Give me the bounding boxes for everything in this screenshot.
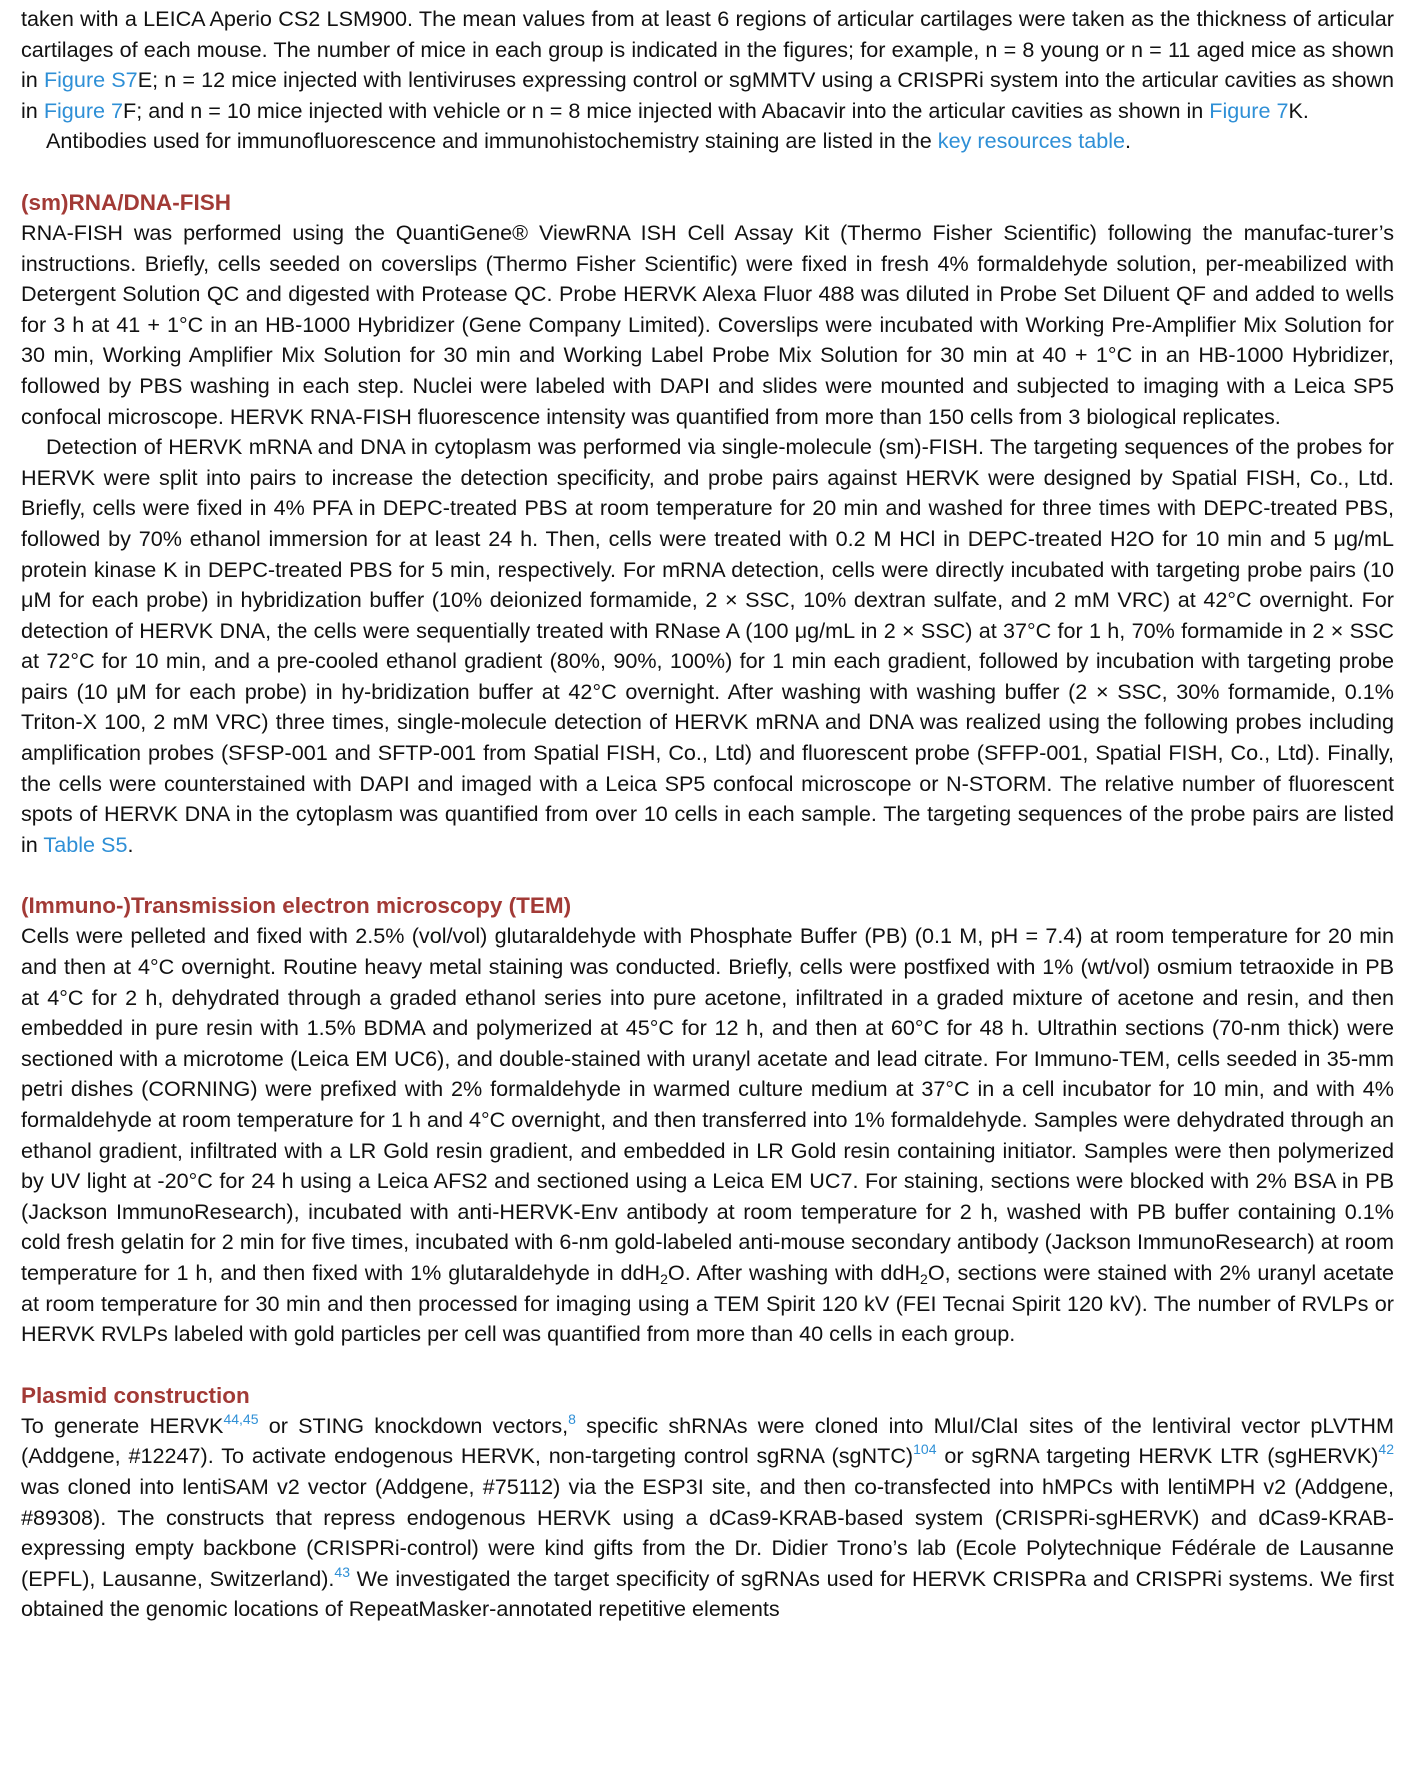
text-run: was cloned into lentiSAM v2 vector (Addgene, #75112) via the ESP3I site, and then co-transfected into hMPCs with lentiMPH v2 (Addgene, #89308). The constructs that repress endogenous HERVK using a dCas9-KRAB-based system (CRISPRi-sgHERVK) and dCas9-KRAB-expressing empty backbone (CRISPRi-control) were kind gifts from the Dr. Didier Trono’s lab (Ecole Polytechnique Fédérale de Lausanne (EPFL), Lausanne, Switzerland). bbox=[21, 1473, 1394, 1591]
body-paragraph bbox=[21, 1411, 1394, 1625]
body-paragraph bbox=[21, 921, 1394, 1349]
text-run: O, sections were stained with 2% uranyl acetate at room temperature for 30 min and then processed for imaging using a TEM Spirit 120 kV (FEI Tecnai Spirit 120 kV). The number of RVLPs or HERVK RVLPs labeled with gold particles per cell was quantified from more than 40 cells in each group. bbox=[21, 1259, 1394, 1347]
body-paragraph bbox=[21, 4, 1394, 126]
body-paragraph bbox=[21, 432, 1394, 860]
text-run: E; n = 12 mice injected with lentiviruses expressing control or sgMMTV using a CRISPRi system into the articular cavities as shown in bbox=[21, 67, 1394, 123]
text-run: . bbox=[1125, 128, 1132, 154]
reference-link[interactable]: 8 bbox=[568, 1410, 576, 1427]
text-run: To generate HERVK bbox=[21, 1412, 224, 1438]
text-run: Antibodies used for immunofluorescence and immunohistochemistry staining are listed in the bbox=[46, 128, 938, 154]
section-gap bbox=[21, 860, 1394, 890]
reference-link[interactable]: 43 bbox=[334, 1563, 350, 1580]
text-run: Cells were pelleted and fixed with 2.5% (vol/vol) glutaraldehyde with Phosphate Buffer (PB) (0.1 M, pH = 7.4) at room temperature for 20 min and then at 4°C overnight. Routine heavy metal staining was conducted. Briefly, cells were postfixed with 1% (wt/vol) osmium tetraoxide in PB at 4°C for 2 h, dehydrated through a graded ethanol series into pure acetone, infiltrated in a graded mixture of acetone and resin, and then embedded in pure resin with 1.5% BDMA and polymerized at 45°C for 12 h, and then at 60°C for 48 h. Ultrathin sections (70-nm thick) were sectioned with a microtome (Leica EM UC6), and double-stained with uranyl acetate and lead citrate. For Immuno-TEM, cells seeded in 35-mm petri dishes (CORNING) were prefixed with 2% formaldehyde in warmed culture medium at 37°C in a cell incubator for 10 min, and with 4% formaldehyde at room temperature for 1 h and 4°C overnight, and then transferred into 1% formaldehyde. Samples were dehydrated through an ethanol gradient, infiltrated with a LR Gold resin gradient, and embedded in LR Gold resin containing initiator. Samples were then polymerized by UV light at -20°C for 24 h using a Leica AFS2 and sectioned using a Leica EM UC7. For staining, sections were blocked with 2% BSA in PB (Jackson ImmunoResearch), incubated with anti-HERVK-Env antibody at room temperature for 2 h, washed with PB buffer containing 0.1% cold fresh gelatin for 2 min for five times, incubated with 6-nm gold-labeled anti-mouse secondary antibody (Jackson ImmunoResearch) at room temperature for 1 h, and then fixed with 1% glutaraldehyde in ddH bbox=[21, 923, 1394, 1285]
body-paragraph bbox=[21, 126, 1394, 157]
table-s5-link[interactable]: Table S5 bbox=[43, 831, 128, 857]
key-resources-table-link[interactable]: key resources table bbox=[937, 128, 1126, 154]
section-gap bbox=[21, 157, 1394, 187]
reference-link[interactable]: 44,45 bbox=[223, 1410, 259, 1427]
section-gap bbox=[21, 1350, 1394, 1380]
text-run: K. bbox=[1288, 97, 1309, 123]
figure-7-link[interactable]: Figure 7 bbox=[1209, 97, 1289, 123]
reference-link[interactable]: 42 bbox=[1378, 1441, 1394, 1458]
text-run: We investigated the target specificity of sgRNAs used for HERVK CRISPRa and CRISPRi systems. We first obtained the genomic locations of RepeatMasker-annotated repetitive elements bbox=[21, 1565, 1394, 1622]
text-run: . bbox=[127, 831, 134, 857]
subscript: 2 bbox=[660, 1270, 668, 1287]
figure-7-link[interactable]: Figure 7 bbox=[43, 97, 124, 123]
text-run: specific shRNAs were cloned into MluI/ClaI sites of the lentiviral vector pLVTHM (Addgene, #12247). To activate endogenous HERVK, non-targeting control sgRNA (sgNTC) bbox=[21, 1412, 1395, 1469]
body-paragraph: RNA-FISH was performed using the QuantiGene® ViewRNA ISH Cell Assay Kit (Thermo Fisher Scientific) following the manufac-turer’s instructions. Briefly, cells seeded on coverslips (Thermo Fisher Scientific) were fixed in fresh 4% formaldehyde solution, per-meabilized with Detergent Solution QC and digested with Protease QC. Probe HERVK Alexa Fluor 488 was diluted in Probe Set Diluent QF and added to wells for 3 h at 41 + 1°C in an HB-1000 Hybridizer (Gene Company Limited). Coverslips were incubated with Working Pre-Amplifier Mix Solution for 30 min, Working Amplifier Mix Solution for 30 min and Working Label Probe Mix Solution for 30 min at 40 + 1°C in an HB-1000 Hybridizer, followed by PBS washing in each step. Nuclei were labeled with DAPI and slides were mounted and subjected to imaging with a Leica SP5 confocal microscope. HERVK RNA-FISH fluorescence intensity was quantified from more than 150 cells from 3 biological replicates. bbox=[21, 219, 1394, 429]
text-run: Detection of HERVK mRNA and DNA in cytoplasm was performed via single-molecule (sm)-FISH. The targeting sequences of the probes for HERVK were split into pairs to increase the detection specificity, and probe pairs against HERVK were designed by Spatial FISH, Co., Ltd. Briefly, cells were fixed in 4% PFA in DEPC-treated PBS at room temperature for 20 min and washed for three times with DEPC-treated PBS, followed by 70% ethanol immersion for at least 24 h. Then, cells were treated with 0.2 M HCl in DEPC-treated H2O for 10 min and 5 μg/mL protein kinase K in DEPC-treated PBS for 5 min, respectively. For mRNA detection, cells were directly incubated with targeting probe pairs (10 μM for each probe) in hybridization buffer (10% deionized formamide, 2 × SSC, 10% dextran sulfate, and 2 mM VRC) at 42°C overnight. For detection of HERVK DNA, the cells were sequentially treated with RNase A (100 μg/mL in 2 × SSC) at 37°C for 1 h, 70% formamide in 2 × SSC at 72°C for 10 min, and a pre-cooled ethanol gradient (80%, 90%, 100%) for 1 min each gradient, followed by incubation with targeting probe pairs (10 μM for each probe) in hy-bridization buffer at 42°C overnight. After washing with washing buffer (2 × SSC, 30% formamide, 0.1% Triton-X 100, 2 mM VRC) three times, single-molecule detection of HERVK mRNA and DNA was realized using the following probes including amplification probes (SFSP-001 and SFTP-001 from Spatial FISH, Co., Ltd) and fluorescent probe (SFFP-001, Spatial FISH, Co., Ltd). Finally, the cells were counterstained with DAPI and imaged with a Leica SP5 confocal microscope or N-STORM. The relative number of fluorescent spots of HERVK DNA in the cytoplasm was quantified from over 10 cells in each sample. The targeting sequences of the probe pairs are listed in bbox=[21, 434, 1394, 857]
section-heading-plasmid: Plasmid construction bbox=[21, 1382, 250, 1408]
section-heading-tem: (Immuno-)Transmission electron microscopy (TEM) bbox=[21, 893, 572, 919]
section-heading-fish: (sm)RNA/DNA-FISH bbox=[21, 189, 231, 215]
subscript: 2 bbox=[920, 1270, 928, 1287]
text-run: O. After washing with ddH bbox=[667, 1259, 921, 1285]
figure-s7-link[interactable]: Figure S7 bbox=[43, 67, 138, 93]
text-run: or sgRNA targeting HERVK LTR (sgHERVK) bbox=[936, 1443, 1379, 1469]
text-run: or STING knockdown vectors, bbox=[258, 1412, 569, 1438]
text-run: F; and n = 10 mice injected with vehicle or n = 8 mice injected with Abacavir into the articular cavities as shown in bbox=[123, 97, 1210, 123]
reference-link[interactable]: 104 bbox=[913, 1441, 937, 1458]
text-run: taken with a LEICA Aperio CS2 LSM900. The mean values from at least 6 regions of articular cartilages were taken as the thickness of articular cartilages of each mouse. The number of mice in each group is indicated in the figures; for example, n = 8 young or n = 11 aged mice as shown in bbox=[21, 6, 1394, 93]
